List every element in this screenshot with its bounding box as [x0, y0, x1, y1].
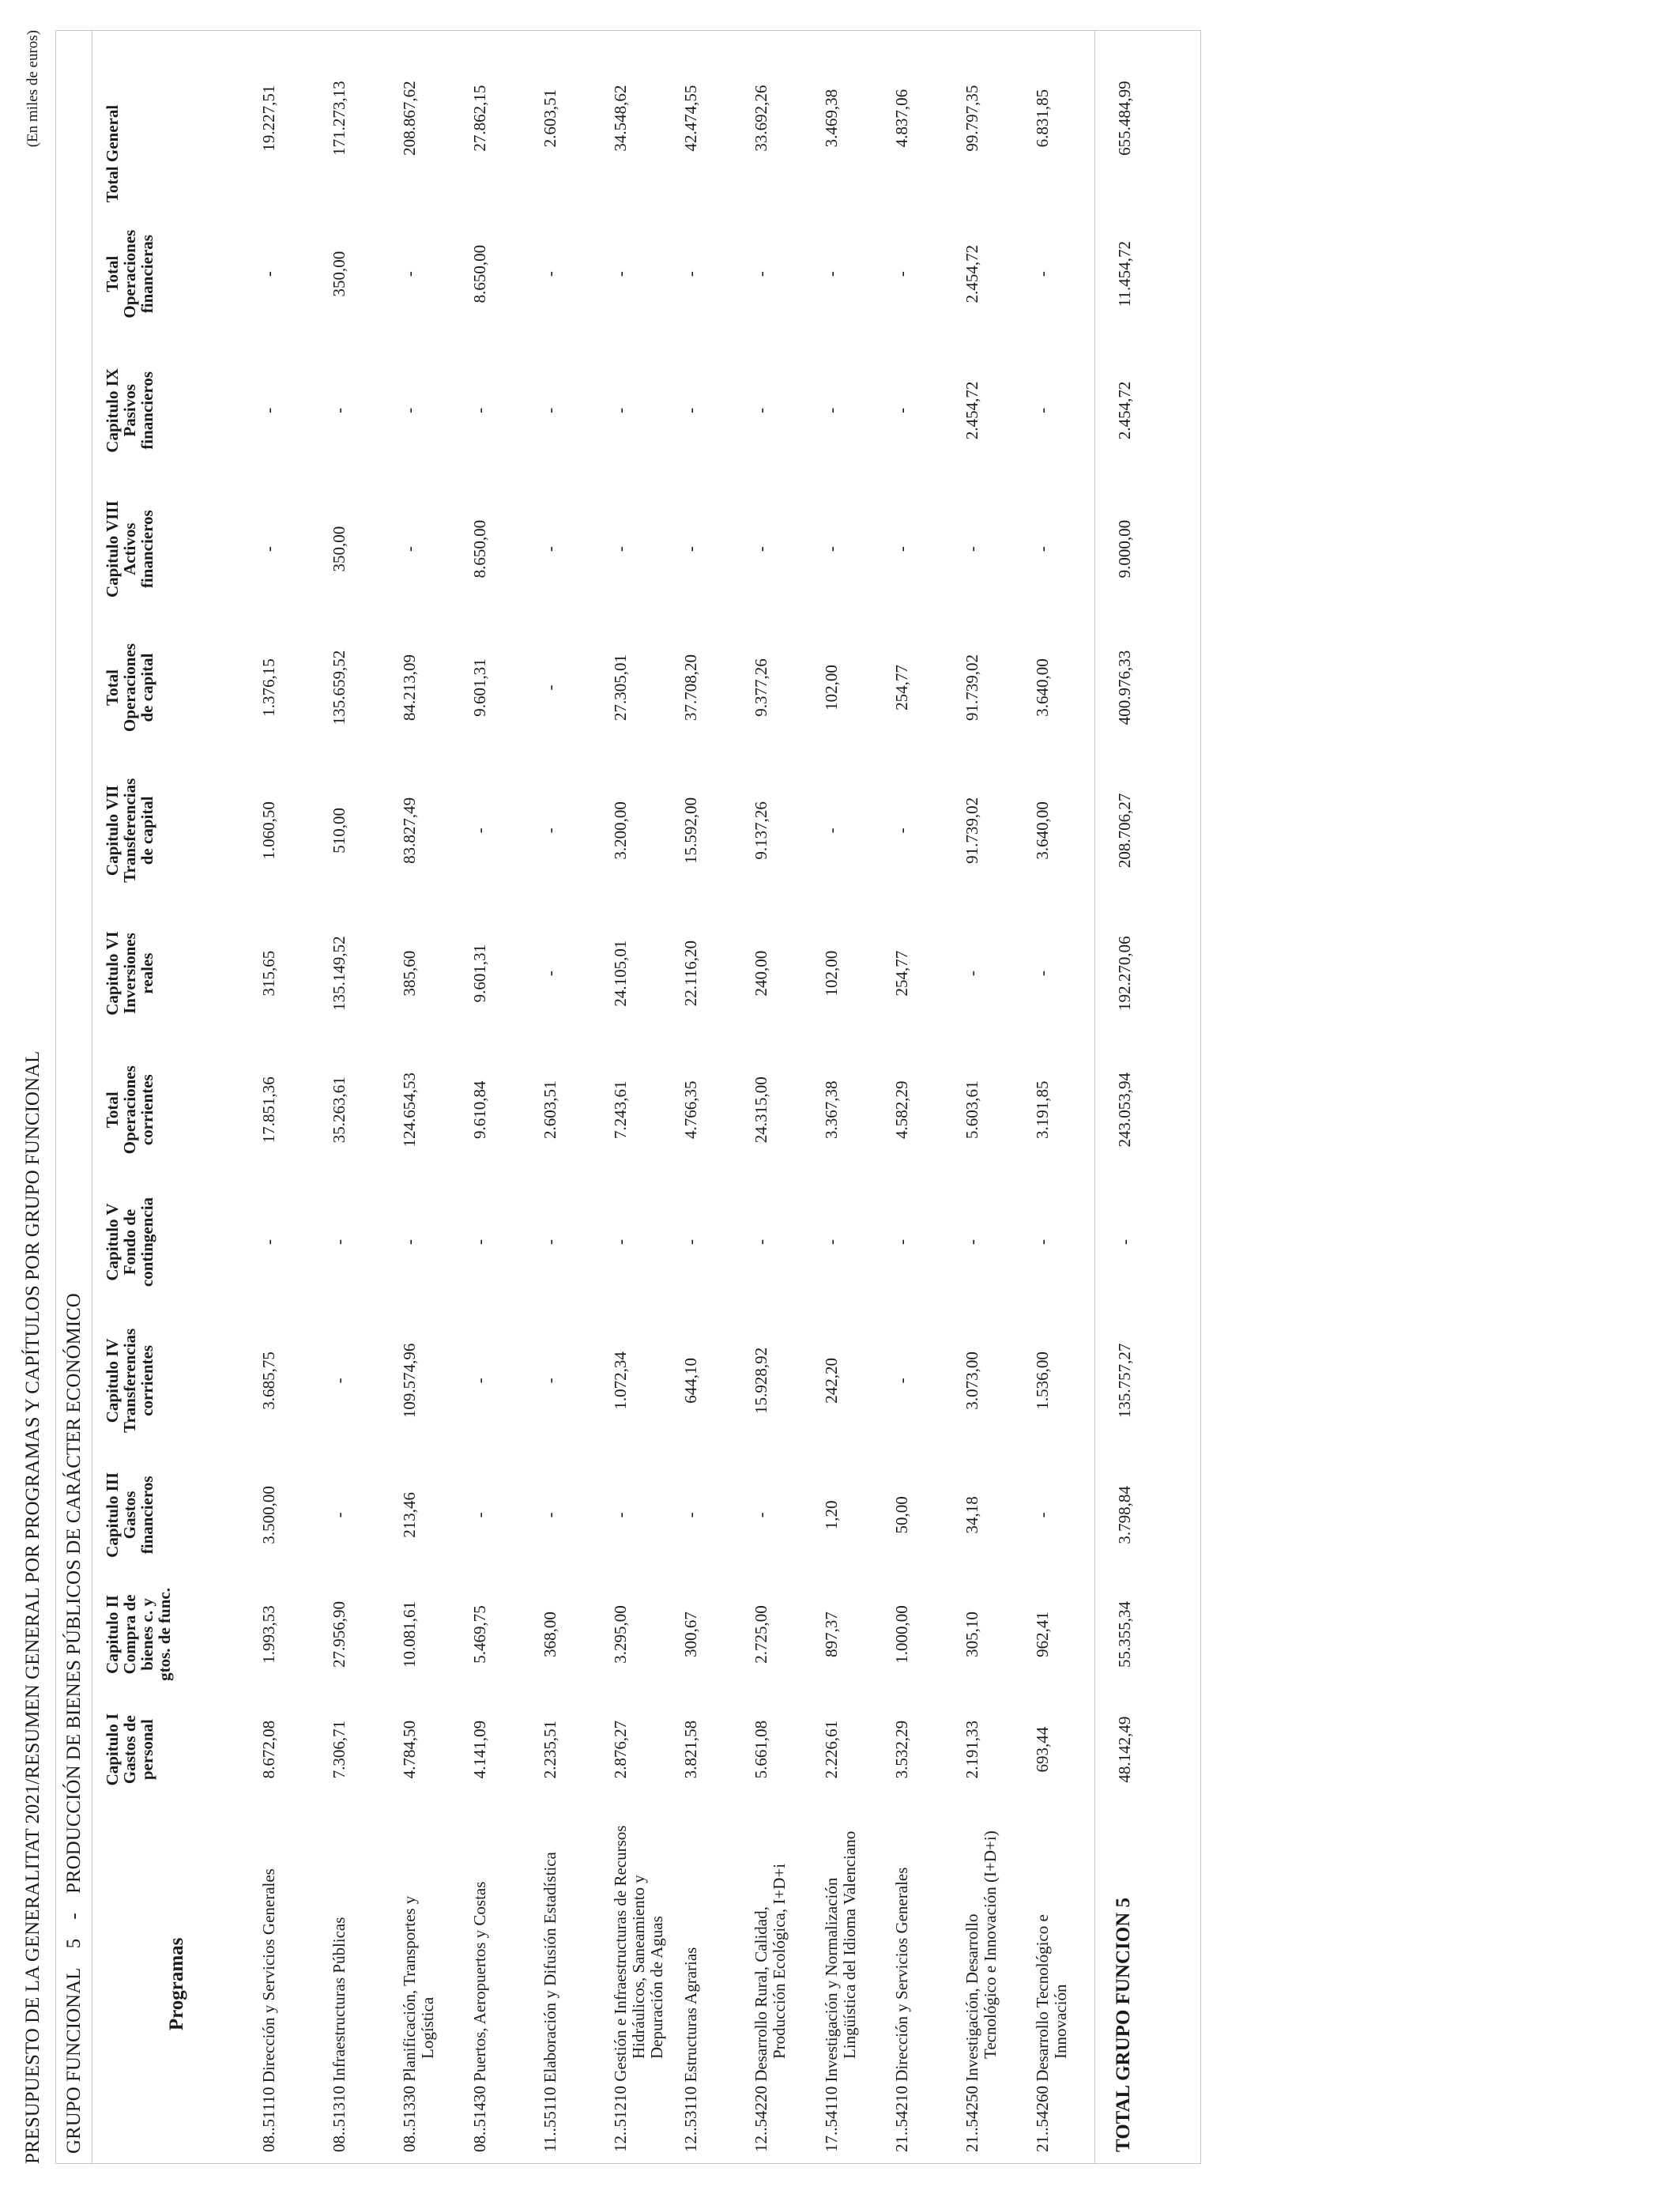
program-code: 21..54210 [892, 2086, 911, 2152]
value-cell: - [681, 407, 700, 413]
column-header [92, 479, 250, 620]
program-name: Dirección y Servicios Generales [259, 1868, 278, 2083]
table-row [954, 31, 1024, 2163]
program-cell [813, 1805, 883, 2163]
column-header-line: Transferencias [120, 1328, 139, 1433]
value-cell: - [330, 407, 348, 413]
value-cell: 2.226,61 [822, 1720, 841, 1779]
value-cell: 102,00 [822, 665, 841, 711]
table-row [743, 31, 813, 2163]
column-header [92, 31, 250, 205]
total-value-cell: 48.142,49 [1094, 1694, 1172, 1804]
program-cell [461, 1805, 532, 2163]
value-cell: 1.993,53 [259, 1605, 278, 1664]
column-header-line: financieras [137, 235, 156, 314]
program-name: Desarrollo Tecnológico e [1033, 1914, 1052, 2082]
column-header-line: Programas [166, 1937, 187, 2031]
value-cell: - [892, 546, 911, 552]
value-cell: 2.454,72 [962, 381, 981, 440]
value-cell: 4.837,06 [892, 89, 911, 148]
value-cell: - [892, 1378, 911, 1384]
value-cell: - [751, 271, 770, 277]
program-name: Dirección y Servicios Generales [892, 1867, 911, 2082]
column-header-line: Total [103, 255, 122, 292]
value-cell: - [1033, 271, 1052, 277]
program-cell [532, 1805, 602, 2163]
total-value-cell: 55.355,34 [1094, 1574, 1172, 1694]
value-cell: 37.708,20 [681, 654, 700, 722]
value-cell: 34.548,62 [611, 85, 630, 152]
column-header-line: Capitulo VIII [103, 500, 122, 598]
group-label: GRUPO FUNCIONAL [63, 1967, 85, 2154]
value-cell: - [822, 1239, 841, 1246]
value-cell: 19.227,51 [259, 85, 278, 152]
value-cell: - [822, 407, 841, 413]
value-cell: - [962, 1239, 981, 1246]
total-value-cell: 2.454,72 [1094, 342, 1172, 479]
column-header-line: Capitulo II [103, 1595, 122, 1674]
column-header-line: Capitulo VII [103, 785, 122, 876]
total-row [1094, 31, 1172, 2163]
value-cell: - [470, 1512, 489, 1518]
value-cell: 50,00 [892, 1496, 911, 1534]
value-cell: 10.081,61 [400, 1600, 419, 1668]
value-cell: 3.200,00 [611, 801, 630, 860]
value-cell: - [330, 1378, 348, 1384]
value-cell: - [611, 546, 630, 552]
column-header [92, 205, 250, 342]
column-header-line: gtos. de func. [155, 1588, 174, 1681]
value-cell: - [541, 271, 559, 277]
value-cell: 27.956,90 [330, 1600, 348, 1668]
column-header-line: corrientes [137, 1074, 156, 1146]
header-row [92, 31, 250, 2163]
column-header [92, 342, 250, 479]
column-header [92, 905, 250, 1042]
program-code: 11..55110 [541, 2087, 559, 2152]
column-header-line: Operaciones [120, 1065, 139, 1155]
value-cell: 9.601,31 [470, 658, 489, 717]
value-cell: - [541, 1378, 559, 1384]
program-code: 12..54220 [751, 2086, 770, 2152]
table-row [672, 31, 743, 2163]
program-cell [883, 1805, 954, 2163]
value-cell: - [330, 1512, 348, 1518]
value-cell: - [892, 827, 911, 834]
value-cell: 350,00 [330, 251, 348, 297]
value-cell: 3.367,38 [822, 1080, 841, 1139]
table-row [813, 31, 883, 2163]
value-cell: 4.582,29 [892, 1080, 911, 1139]
column-header-line: Fondo de [120, 1208, 139, 1276]
value-cell: 8.672,08 [259, 1720, 278, 1779]
table-row [391, 31, 461, 2163]
value-cell: 17.851,36 [259, 1076, 278, 1144]
value-cell: - [962, 971, 981, 977]
table-row [602, 31, 672, 2163]
value-cell: 208.867,62 [400, 81, 419, 156]
value-cell: 135.659,52 [330, 650, 348, 726]
program-cell [602, 1805, 672, 2163]
program-name: Investigación y Normalización [822, 1877, 841, 2083]
value-cell: 171.273,13 [330, 81, 348, 156]
column-header-line: Compra de [120, 1594, 139, 1675]
value-cell: 33.692,26 [751, 85, 770, 152]
value-cell: 9.601,31 [470, 944, 489, 1003]
column-header-line: Operaciones [120, 643, 139, 733]
total-value-cell: - [1094, 1178, 1172, 1306]
value-cell: 109.574,96 [400, 1343, 419, 1419]
rotated-document-page [16, 30, 1201, 2164]
column-header-line: Inversiones [120, 933, 139, 1014]
program-code: 21..54260 [1033, 2086, 1052, 2152]
column-header [92, 1306, 250, 1455]
group-name: PRODUCCIÓN DE BIENES PÚBLICOS DE CARÁCTER ECONÓMICO [63, 1293, 85, 1894]
value-cell: 2.725,00 [751, 1605, 770, 1664]
program-cell [391, 1805, 461, 2163]
value-cell: - [892, 271, 911, 277]
value-cell: - [681, 546, 700, 552]
column-header-line: Total [103, 1091, 122, 1129]
column-header-line: de capital [137, 653, 156, 722]
value-cell: 385,60 [400, 950, 419, 997]
program-name-continuation: Hidráulicos, Saneamiento y [629, 1875, 648, 2059]
table-row [532, 31, 602, 2163]
value-cell: 240,00 [751, 950, 770, 997]
value-cell: 5.603,61 [962, 1080, 981, 1139]
column-header [92, 1455, 250, 1574]
value-cell: 15.928,92 [751, 1347, 770, 1414]
column-header [92, 1042, 250, 1178]
table-body [250, 31, 1172, 2163]
program-name-continuation: Producción Ecológica, I+D+i [770, 1863, 789, 2059]
units-note: (En miles de euros) [24, 30, 41, 148]
value-cell: 22.116,20 [681, 940, 700, 1007]
table-row [883, 31, 954, 2163]
table-frame [55, 30, 1201, 2164]
value-cell: - [259, 546, 278, 552]
value-cell: 2.454,72 [962, 244, 981, 303]
value-cell: - [822, 827, 841, 834]
column-header-line: financieros [137, 510, 156, 589]
column-header-line: personal [137, 1719, 156, 1781]
value-cell: - [541, 827, 559, 834]
value-cell: - [611, 1512, 630, 1518]
value-cell: 7.243,61 [611, 1080, 630, 1139]
column-header-line: Gastos de [120, 1715, 139, 1785]
value-cell: 5.661,08 [751, 1720, 770, 1779]
total-value-cell: 208.706,27 [1094, 756, 1172, 905]
value-cell: 350,00 [330, 526, 348, 572]
program-name: Gestión e Infraestructuras de Recursos [611, 1825, 630, 2082]
column-header-line: Capitulo I [103, 1713, 122, 1786]
value-cell: 3.532,29 [892, 1720, 911, 1779]
total-value-cell: 655.484,99 [1094, 31, 1172, 205]
value-cell: 27.862,15 [470, 85, 489, 152]
column-header [92, 1574, 250, 1694]
value-cell: - [400, 407, 419, 413]
value-cell: - [541, 546, 559, 552]
value-cell: - [259, 271, 278, 277]
value-cell: 5.469,75 [470, 1605, 489, 1664]
column-header-line: bienes c. y [137, 1598, 156, 1671]
total-value-cell: 11.454,72 [1094, 205, 1172, 342]
value-cell: 897,37 [822, 1612, 841, 1657]
value-cell: 3.073,00 [962, 1351, 981, 1410]
column-header-line: Gastos [120, 1491, 139, 1540]
value-cell: - [611, 1239, 630, 1246]
budget-table [92, 31, 1172, 2163]
group-number: 5 [63, 1938, 85, 1949]
column-header-line: Pasivos [120, 384, 139, 437]
value-cell: 3.685,75 [259, 1351, 278, 1410]
value-cell: 315,65 [259, 950, 278, 997]
program-cell [954, 1805, 1024, 2163]
program-name: Investigación, Desarrollo [962, 1913, 981, 2082]
column-header-line: Capitulo V [103, 1203, 122, 1281]
value-cell: - [259, 1239, 278, 1246]
program-code: 12..53110 [681, 2086, 700, 2152]
value-cell: - [1033, 546, 1052, 552]
value-cell: 254,77 [892, 665, 911, 711]
value-cell: - [1033, 971, 1052, 977]
column-header-line: financieros [137, 1476, 156, 1555]
value-cell: 9.377,26 [751, 658, 770, 717]
value-cell: 1.072,34 [611, 1351, 630, 1410]
column-header-line: Operaciones [120, 229, 139, 319]
value-cell: 1.376,15 [259, 658, 278, 717]
program-name: Puertos, Aeropuertos y Costas [470, 1881, 489, 2082]
value-cell: 2.191,33 [962, 1720, 981, 1779]
column-header-line: reales [137, 952, 156, 994]
value-cell: - [330, 1239, 348, 1246]
total-value-cell: 243.053,94 [1094, 1042, 1172, 1178]
group-dash: - [63, 1913, 85, 1920]
value-cell: 124.654,53 [400, 1072, 419, 1148]
column-header-line: Total General [103, 104, 122, 203]
value-cell: 4.141,09 [470, 1720, 489, 1779]
value-cell: 644,10 [681, 1358, 700, 1404]
program-code: 08..51110 [259, 2087, 278, 2152]
column-header-line: de capital [137, 796, 156, 865]
value-cell: 1.536,00 [1033, 1351, 1052, 1410]
program-name-continuation: Lingüística del Idioma Valenciano [840, 1830, 859, 2059]
value-cell: 242,20 [822, 1358, 841, 1404]
document-title: PRESUPUESTO DE LA GENERALITAT 2021/RESUMEN GENERAL POR PROGRAMAS Y CAPÍTULOS POR GRUPO FUNCIONAL [22, 1050, 43, 2164]
value-cell: - [541, 1512, 559, 1518]
value-cell: - [470, 407, 489, 413]
table-row [1024, 31, 1094, 2163]
value-cell: 3.469,38 [822, 89, 841, 148]
value-cell: - [259, 407, 278, 413]
value-cell: 4.766,35 [681, 1080, 700, 1139]
value-cell: 99.797,35 [962, 85, 981, 152]
value-cell: - [892, 407, 911, 413]
table-row [461, 31, 532, 2163]
value-cell: 693,44 [1033, 1726, 1052, 1773]
value-cell: 3.821,58 [681, 1720, 700, 1779]
program-cell [250, 1805, 321, 2163]
value-cell: 3.640,00 [1033, 801, 1052, 860]
value-cell: - [400, 1239, 419, 1246]
column-header-line: corrientes [137, 1344, 156, 1416]
value-cell: 27.305,01 [611, 654, 630, 722]
program-code: 12..51210 [611, 2086, 630, 2152]
value-cell: 24.315,00 [751, 1076, 770, 1144]
program-name-continuation: Depuración de Aguas [647, 1916, 666, 2059]
column-header-line: Activos [120, 522, 139, 575]
value-cell: - [470, 827, 489, 834]
column-header-line: Capitulo IX [103, 368, 122, 453]
value-cell: 35.263,61 [330, 1076, 348, 1144]
value-cell: 135.149,52 [330, 936, 348, 1011]
column-header [92, 1694, 250, 1804]
value-cell: - [751, 407, 770, 413]
value-cell: 34,18 [962, 1496, 981, 1534]
value-cell: - [822, 271, 841, 277]
column-header-line: Capitulo IV [103, 1338, 122, 1423]
column-header-line: contingencia [137, 1197, 156, 1287]
value-cell: 1.060,50 [259, 801, 278, 860]
value-cell: 2.603,51 [541, 89, 559, 148]
value-cell: 83.827,49 [400, 797, 419, 864]
value-cell: 2.876,27 [611, 1720, 630, 1779]
column-header-line: financieros [137, 371, 156, 450]
total-value-cell: 135.757,27 [1094, 1306, 1172, 1455]
value-cell: 305,10 [962, 1612, 981, 1657]
value-cell: - [541, 1239, 559, 1246]
value-cell: - [681, 271, 700, 277]
value-cell: 368,00 [541, 1612, 559, 1657]
program-name-continuation: Innovación [1051, 1984, 1070, 2059]
value-cell: 1,20 [822, 1500, 841, 1530]
value-cell: 8.650,00 [470, 244, 489, 303]
value-cell: - [751, 1512, 770, 1518]
value-cell: 254,77 [892, 950, 911, 997]
value-cell: 510,00 [330, 807, 348, 854]
value-cell: 3.640,00 [1033, 658, 1052, 717]
value-cell: - [541, 684, 559, 691]
program-code: 21..54250 [962, 2086, 981, 2152]
value-cell: - [1033, 1512, 1052, 1518]
total-value-cell: 9.000,00 [1094, 479, 1172, 620]
value-cell: 91.739,02 [962, 654, 981, 722]
value-cell: - [400, 271, 419, 277]
value-cell: - [892, 1239, 911, 1246]
program-cell [1024, 1805, 1094, 2163]
value-cell: 8.650,00 [470, 519, 489, 579]
program-cell [321, 1805, 391, 2163]
column-header [92, 756, 250, 905]
value-cell: 84.213,09 [400, 654, 419, 722]
value-cell: - [681, 1512, 700, 1518]
table-row [321, 31, 391, 2163]
value-cell: 3.191,85 [1033, 1080, 1052, 1139]
value-cell: 300,67 [681, 1612, 700, 1657]
value-cell: 213,46 [400, 1491, 419, 1538]
value-cell: - [751, 546, 770, 552]
value-cell: - [681, 1239, 700, 1246]
total-value-cell: 400.976,33 [1094, 620, 1172, 756]
program-name-continuation: Logística [418, 1996, 437, 2059]
value-cell: 2.603,51 [541, 1080, 559, 1139]
value-cell: 24.105,01 [611, 940, 630, 1007]
column-header [92, 1178, 250, 1306]
value-cell: 4.784,50 [400, 1720, 419, 1779]
value-cell: - [541, 971, 559, 977]
total-value-cell: 3.798,84 [1094, 1455, 1172, 1574]
program-cell [672, 1805, 743, 2163]
program-code: 17..54110 [822, 2086, 841, 2152]
value-cell: 3.295,00 [611, 1605, 630, 1664]
value-cell: 9.610,84 [470, 1080, 489, 1139]
value-cell: - [470, 1378, 489, 1384]
column-header-line: Capitulo VI [103, 931, 122, 1016]
column-header [92, 620, 250, 756]
functional-group-heading [56, 31, 92, 2163]
column-header-line: Total [103, 669, 122, 706]
value-cell: 1.000,00 [892, 1605, 911, 1664]
total-value-cell: 192.270,06 [1094, 905, 1172, 1042]
value-cell: - [962, 546, 981, 552]
program-name: Elaboración y Difusión Estadística [541, 1852, 559, 2083]
value-cell: - [822, 546, 841, 552]
value-cell: 6.831,85 [1033, 89, 1052, 148]
column-header-line: Capitulo III [103, 1472, 122, 1558]
value-cell: 3.500,00 [259, 1486, 278, 1544]
column-header-line: Transferencias [120, 778, 139, 883]
value-cell: - [541, 407, 559, 413]
value-cell: 7.306,71 [330, 1720, 348, 1779]
program-code: 08..51310 [330, 2086, 348, 2152]
total-label: TOTAL GRUPO FUNCION 5 [1094, 1805, 1172, 2163]
program-name-continuation: Tecnológico e Innovación (I+D+i) [981, 1830, 1000, 2059]
value-cell: 102,00 [822, 950, 841, 997]
value-cell: - [611, 271, 630, 277]
program-cell [743, 1805, 813, 2163]
value-cell: - [751, 1239, 770, 1246]
value-cell: 42.474,55 [681, 85, 700, 152]
value-cell: 9.137,26 [751, 801, 770, 860]
value-cell: - [470, 1239, 489, 1246]
program-name: Planificación, Transportes y [400, 1895, 419, 2082]
table-row [250, 31, 321, 2163]
program-code: 08..51430 [470, 2086, 489, 2152]
value-cell: 15.592,00 [681, 797, 700, 864]
value-cell: 962,41 [1033, 1612, 1052, 1657]
value-cell: - [611, 407, 630, 413]
value-cell: 91.739,02 [962, 797, 981, 864]
value-cell: 2.235,51 [541, 1720, 559, 1779]
column-header [92, 1805, 250, 2163]
value-cell: - [1033, 407, 1052, 413]
program-code: 08..51330 [400, 2086, 419, 2152]
program-name: Estructuras Agrarias [681, 1947, 700, 2083]
program-name: Infraestructuras Públicas [330, 1917, 348, 2082]
value-cell: - [1033, 1239, 1052, 1246]
value-cell: - [400, 546, 419, 552]
program-name: Desarrollo Rural, Calidad, [751, 1906, 770, 2082]
